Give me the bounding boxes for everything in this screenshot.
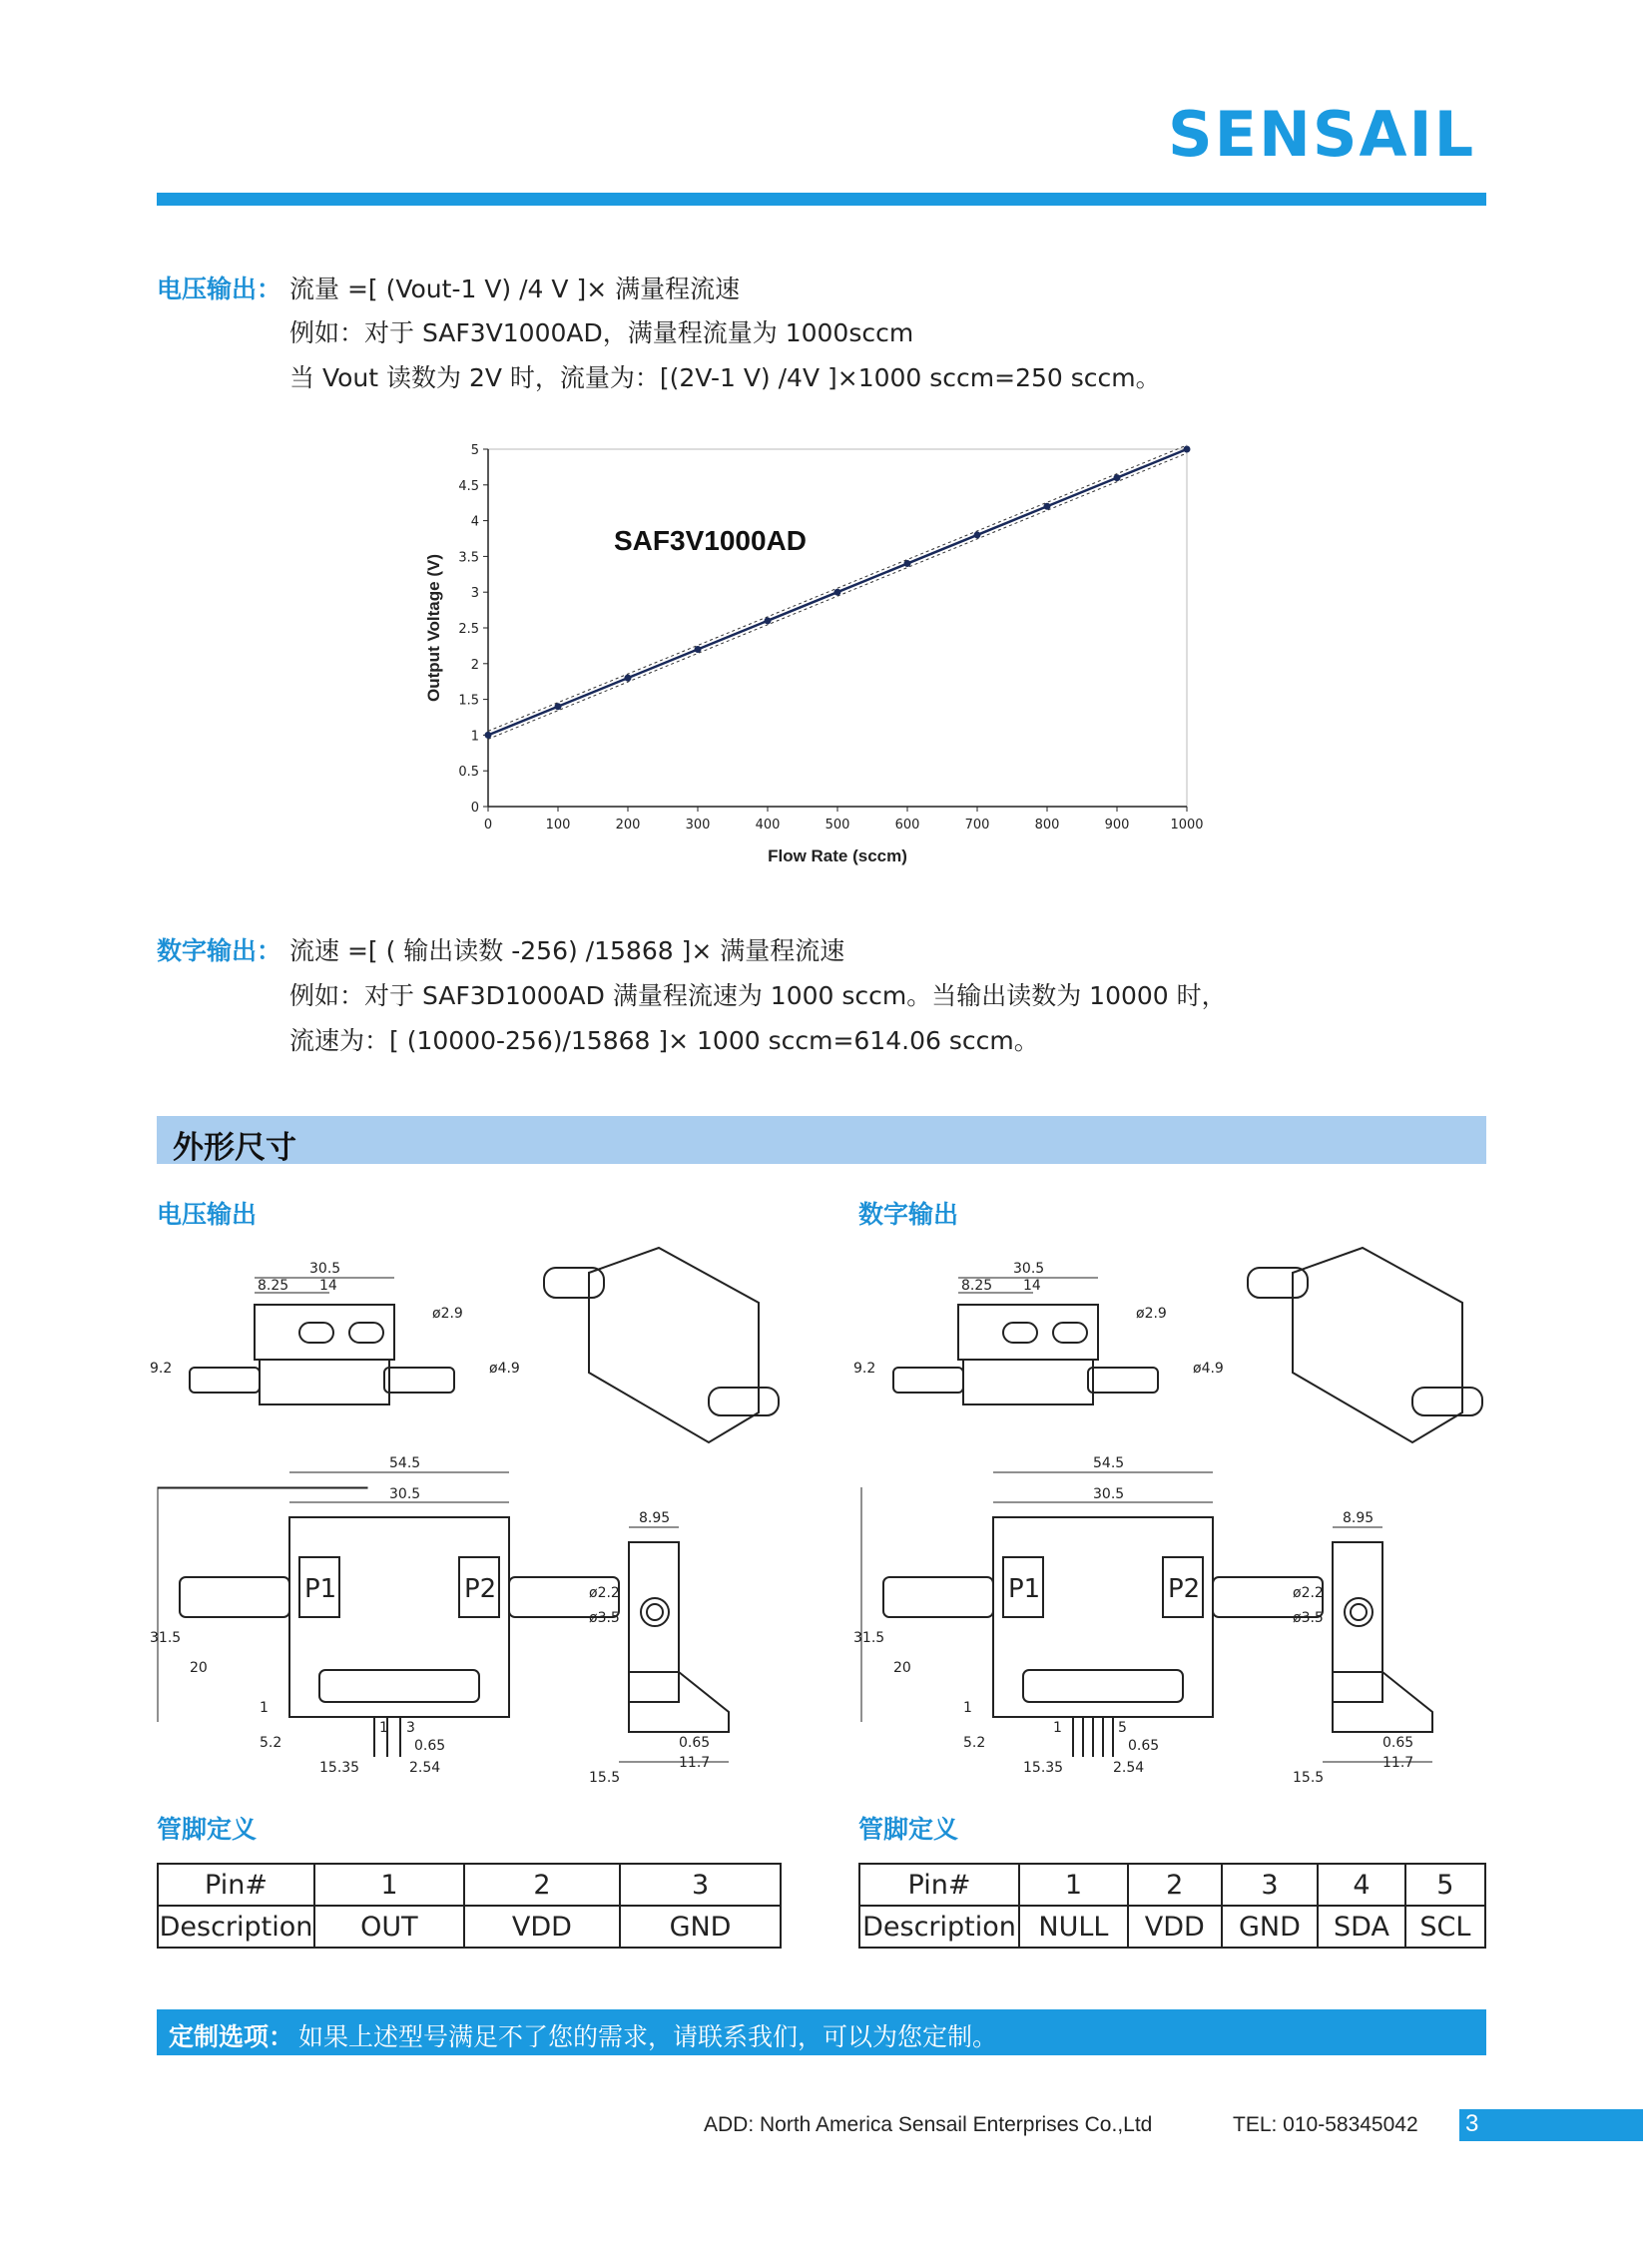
y-tick-label: 0 — [470, 801, 479, 816]
dim-20: 20 — [893, 1660, 911, 1676]
dimensions-banner — [157, 1116, 1486, 1164]
dim-8-95: 8.95 — [639, 1510, 671, 1526]
x-tick-label: 400 — [755, 818, 781, 833]
pin-1-label: 1 — [379, 1720, 388, 1736]
dim-d3-5: ø3.5 — [589, 1610, 620, 1626]
dim-d4-9: ø4.9 — [1193, 1361, 1224, 1377]
voltage-example-2: 当 Vout 读数为 2V 时，流量为：[(2V-1 V) /4V ]×1000 sccm=250 sccm。 — [289, 363, 1161, 392]
left-pin-table — [157, 1863, 782, 1949]
side-view-body — [629, 1542, 679, 1702]
dim-0-65b: 0.65 — [1382, 1735, 1414, 1751]
voltage-outline-drawing — [150, 1243, 799, 1792]
dim-30-5b: 30.5 — [389, 1486, 421, 1502]
y-tick-label: 5 — [470, 443, 479, 458]
dim-30-5b: 30.5 — [1093, 1486, 1125, 1502]
dim-2-54: 2.54 — [1113, 1760, 1145, 1776]
dimensions-title: 外形尺寸 — [173, 1130, 296, 1166]
table-cell: 3 — [1222, 1864, 1319, 1906]
dim-14: 14 — [319, 1278, 337, 1294]
y-tick-label: 3 — [470, 586, 479, 602]
dim-54-5: 54.5 — [389, 1455, 421, 1471]
x-tick-label: 1000 — [1170, 818, 1204, 833]
table-cell: Pin# — [158, 1864, 314, 1906]
dim-d2-2: ø2.2 — [1293, 1585, 1324, 1601]
data-point — [904, 560, 911, 567]
dim-2-54: 2.54 — [409, 1760, 441, 1776]
chart-title: SAF3V1000AD — [614, 525, 807, 556]
dim-5-2: 5.2 — [963, 1735, 986, 1751]
table-cell: VDD — [464, 1906, 620, 1948]
table-cell: OUT — [314, 1906, 464, 1948]
dim-31-5: 31.5 — [150, 1630, 182, 1646]
table-cell: NULL — [1019, 1906, 1128, 1948]
dim-1: 1 — [963, 1700, 972, 1716]
table-cell: 5 — [1405, 1864, 1485, 1906]
x-tick-label: 900 — [1104, 818, 1130, 833]
dim-20: 20 — [190, 1660, 208, 1676]
footer-address: ADD: North America Sensail Enterprises Co.,Ltd — [704, 2113, 1153, 2136]
port-p2-label: P2 — [1168, 1574, 1201, 1604]
footer-tel: TEL: 010-58345042 — [1233, 2113, 1418, 2136]
data-point — [1184, 446, 1191, 453]
data-point — [974, 531, 981, 538]
right-pin-table — [858, 1863, 1486, 1949]
x-tick-label: 800 — [1034, 818, 1060, 833]
y-tick-label: 4 — [470, 514, 479, 530]
top-view-body — [255, 1305, 394, 1360]
table-row — [859, 1864, 1485, 1906]
dim-9-2: 9.2 — [150, 1361, 173, 1377]
custom-options-label: 定制选项： — [169, 2022, 294, 2051]
lower-tolerance-line — [488, 453, 1187, 739]
data-point — [695, 646, 702, 653]
x-tick-label: 100 — [545, 818, 571, 833]
data-point — [1114, 474, 1121, 481]
x-axis-label: Flow Rate (sccm) — [768, 846, 907, 865]
dim-54-5: 54.5 — [1093, 1455, 1125, 1471]
dim-d2-9: ø2.9 — [432, 1306, 463, 1322]
data-point — [555, 703, 562, 710]
left-pins-title: 管脚定义 — [157, 1815, 258, 1844]
digital-outline-drawing — [853, 1243, 1502, 1792]
table-cell: VDD — [1128, 1906, 1222, 1948]
voltage-flow-chart — [399, 429, 1228, 888]
dim-d3-5: ø3.5 — [1293, 1610, 1324, 1626]
digital-example-1: 例如：对于 SAF3D1000AD 满量程流速为 1000 sccm。当输出读数为 10000 时， — [289, 981, 1227, 1010]
dim-d2-2: ø2.2 — [589, 1585, 620, 1601]
y-axis-label: Output Voltage (V) — [424, 554, 443, 702]
dim-15-35: 15.35 — [319, 1760, 360, 1776]
port-p2-label: P2 — [464, 1574, 497, 1604]
data-point — [625, 675, 632, 682]
dim-15-5: 15.5 — [1293, 1770, 1325, 1786]
table-cell: SCL — [1405, 1906, 1485, 1948]
plot-frame — [488, 449, 1187, 807]
voltage-example-1: 例如：对于 SAF3V1000AD，满量程流量为 1000sccm — [289, 318, 914, 347]
dim-1: 1 — [260, 1700, 269, 1716]
x-tick-label: 200 — [615, 818, 641, 833]
dim-0-65: 0.65 — [1128, 1738, 1160, 1754]
upper-tolerance-line — [488, 445, 1187, 731]
table-cell: 4 — [1318, 1864, 1405, 1906]
table-cell: GND — [1222, 1906, 1319, 1948]
port-p1-label: P1 — [1008, 1574, 1041, 1604]
y-tick-label: 1.5 — [458, 693, 479, 709]
table-cell: 1 — [1019, 1864, 1128, 1906]
dim-30-5: 30.5 — [1013, 1261, 1045, 1277]
table-row — [158, 1906, 781, 1948]
x-tick-label: 600 — [894, 818, 920, 833]
dim-5-2: 5.2 — [260, 1735, 282, 1751]
table-cell: 2 — [1128, 1864, 1222, 1906]
y-tick-label: 3.5 — [458, 550, 479, 566]
table-cell: Pin# — [859, 1864, 1019, 1906]
dim-15-35: 15.35 — [1023, 1760, 1064, 1776]
pin-3-label: 3 — [406, 1720, 415, 1736]
x-tick-label: 500 — [825, 818, 850, 833]
header-rule — [157, 193, 1486, 206]
voltage-output-label: 电压输出： — [157, 275, 282, 303]
x-tick-label: 700 — [964, 818, 990, 833]
table-cell: SDA — [1318, 1906, 1405, 1948]
dim-31-5: 31.5 — [853, 1630, 885, 1646]
pin-5-label: 5 — [1118, 1720, 1127, 1736]
digital-example-2: 流速为：[ (10000-256)/15868 ]× 1000 sccm=614.06 sccm。 — [289, 1026, 1039, 1055]
dim-14: 14 — [1023, 1278, 1041, 1294]
voltage-formula: 流量 =[ (Vout-1 V) /4 V ]× 满量程流速 — [289, 275, 741, 303]
sensail-logo — [1168, 100, 1487, 164]
table-cell: 1 — [314, 1864, 464, 1906]
page-number-box — [1459, 2109, 1643, 2141]
dim-11-7: 11.7 — [1382, 1755, 1414, 1771]
y-tick-label: 1 — [470, 729, 479, 745]
port-p1-label: P1 — [304, 1574, 337, 1604]
x-tick-label: 300 — [685, 818, 711, 833]
dim-0-65: 0.65 — [414, 1738, 446, 1754]
logo-text: SENSAIL — [1168, 100, 1476, 164]
table-row — [859, 1906, 1485, 1948]
y-tick-label: 0.5 — [458, 765, 479, 781]
dim-0-65b: 0.65 — [679, 1735, 711, 1751]
table-cell: 3 — [620, 1864, 781, 1906]
table-cell: 2 — [464, 1864, 620, 1906]
dim-30-5: 30.5 — [309, 1261, 341, 1277]
dim-11-7: 11.7 — [679, 1755, 711, 1771]
table-cell: Description — [158, 1906, 314, 1948]
dim-9-2: 9.2 — [853, 1361, 876, 1377]
dim-8-95: 8.95 — [1343, 1510, 1375, 1526]
custom-options-bar — [157, 2009, 1486, 2055]
custom-options-text: 如果上述型号满足不了您的需求，请联系我们，可以为您定制。 — [298, 2022, 998, 2051]
dim-d4-9: ø4.9 — [489, 1361, 520, 1377]
left-dim-title: 电压输出 — [157, 1200, 258, 1229]
x-tick-label: 0 — [483, 818, 493, 833]
data-point — [485, 732, 492, 739]
dim-8-25: 8.25 — [961, 1278, 993, 1294]
digital-formula: 流速 =[ ( 输出读数 -256) /15868 ]× 满量程流速 — [289, 936, 845, 965]
data-point — [765, 617, 772, 624]
y-tick-label: 2 — [470, 657, 479, 673]
pin-1-label: 1 — [1053, 1720, 1062, 1736]
y-tick-label: 4.5 — [458, 478, 479, 494]
data-point — [1044, 503, 1051, 510]
page-number: 3 — [1465, 2110, 1479, 2137]
data-point — [834, 589, 841, 596]
y-tick-label: 2.5 — [458, 622, 479, 637]
table-cell: GND — [620, 1906, 781, 1948]
digital-output-label: 数字输出： — [157, 936, 282, 965]
table-cell: Description — [859, 1906, 1019, 1948]
dim-15-5: 15.5 — [589, 1770, 621, 1786]
right-dim-title: 数字输出 — [858, 1200, 959, 1229]
dim-d2-9: ø2.9 — [1136, 1306, 1167, 1322]
table-row — [158, 1864, 781, 1906]
right-pins-title: 管脚定义 — [858, 1815, 959, 1844]
dim-8-25: 8.25 — [258, 1278, 289, 1294]
